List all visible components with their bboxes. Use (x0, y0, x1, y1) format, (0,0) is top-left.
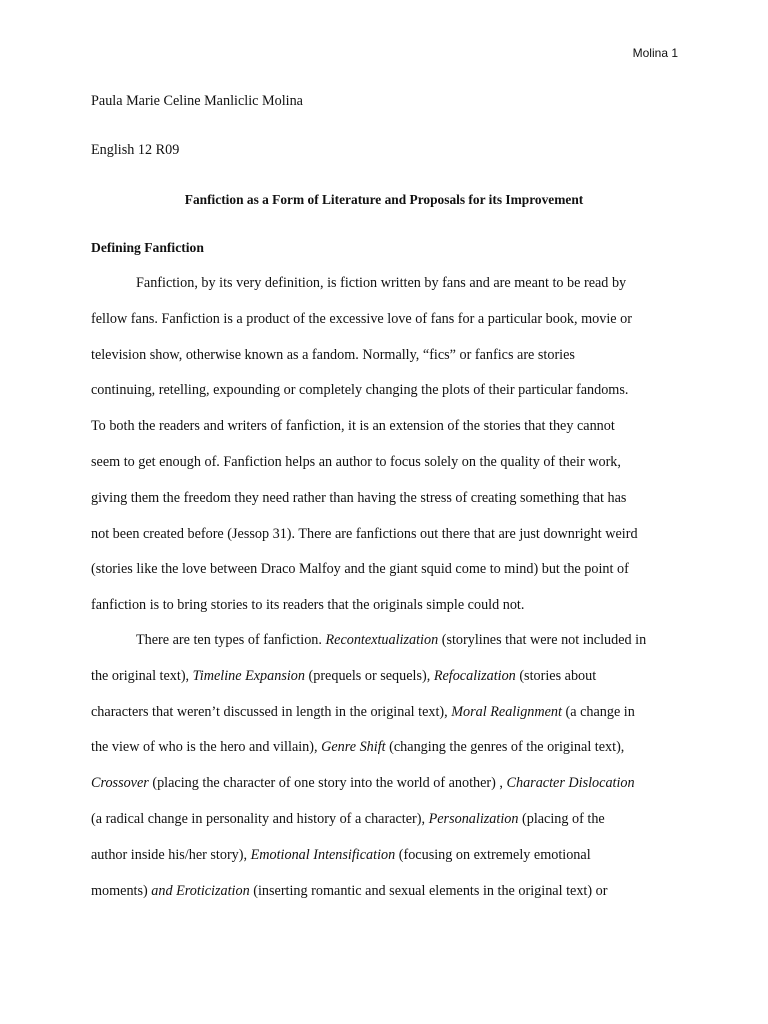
paragraph-line (91, 730, 678, 766)
paragraph-line (91, 695, 678, 731)
text-run: (changing the genres of the original text), (385, 739, 625, 756)
text-run: (focusing on extremely emotional (395, 846, 591, 863)
term-crossover: Crossover (91, 775, 149, 792)
course-label: English 12 R09 (91, 142, 180, 158)
paragraph-line (91, 838, 678, 874)
text-run: (a radical change in personality and history of a character), (91, 810, 429, 827)
text-run: There are ten types of fanfiction. (136, 632, 326, 648)
text-run: (storylines that were not included in (438, 632, 647, 648)
paragraph-line (91, 623, 678, 659)
paragraph-line: fellow fans. Fanfiction is a product of the excessive love of fans for a particular book, movie or (91, 310, 632, 327)
paragraph-line (91, 874, 678, 910)
paragraph-line: continuing, retelling, expounding or completely changing the plots of their particular fandoms. (91, 382, 629, 399)
paragraph-line: television show, otherwise known as a fandom. Normally, “fics” or fanfics are stories (91, 346, 575, 363)
term-timeline-expansion: Timeline Expansion (192, 667, 305, 684)
text-run: (placing of the (518, 810, 605, 827)
text-run: the original text), (91, 667, 193, 684)
text-run: characters that weren’t discussed in length in the original text), (91, 703, 452, 720)
text-run: (stories about (515, 667, 597, 684)
term-eroticization: and Eroticization (151, 882, 250, 899)
text-run: the view of who is the hero and villain), (91, 739, 322, 756)
text-run: (inserting romantic and sexual elements in the original text) or (249, 882, 608, 899)
paper-title: Fanfiction as a Form of Literature and Proposals for its Improvement (184, 192, 584, 207)
paragraph-line: fanfiction is to bring stories to its readers that the originals simple could not. (91, 597, 525, 614)
paragraph-line: To both the readers and writers of fanfiction, it is an extension of the stories that they cannot (91, 418, 615, 435)
term-personalization: Personalization (428, 810, 519, 827)
term-refocalization: Refocalization (433, 667, 516, 684)
term-emotional-intensification: Emotional Intensification (250, 846, 396, 863)
paragraph-line: seem to get enough of. Fanfiction helps an author to focus solely on the quality of their work, (91, 453, 621, 470)
section-heading: Defining Fanfiction (91, 240, 204, 255)
paragraph-line: (stories like the love between Draco Malfoy and the giant squid come to mind) but the point of (91, 561, 629, 578)
paragraph-line (91, 766, 678, 802)
text-run: author inside his/her story), (91, 846, 251, 863)
text-run: moments) (91, 882, 152, 899)
term-character-dislocation: Character Dislocation (506, 775, 635, 792)
text-run: (placing the character of one story into the world of another) , (148, 775, 507, 792)
paragraph-line (91, 659, 678, 695)
author-name: Paula Marie Celine Manliclic Molina (91, 93, 303, 109)
term-genre-shift: Genre Shift (321, 739, 386, 756)
paragraph-1 (91, 266, 678, 624)
paragraph-line: giving them the freedom they need rather than having the stress of creating something that has (91, 489, 627, 506)
text-run: (a change in (561, 703, 635, 720)
running-head: Molina 1 (632, 46, 678, 60)
paragraph-line (91, 802, 678, 838)
term-moral-realignment: Moral Realignment (451, 703, 562, 720)
paragraph-line: Fanfiction, by its very definition, is fiction written by fans and are meant to be read by (136, 275, 627, 291)
paragraph-2 (91, 623, 678, 909)
text-run: (prequels or sequels), (304, 667, 434, 684)
term-recontextualization: Recontextualization (325, 632, 439, 648)
paragraph-line: not been created before (Jessop 31). There are fanfictions out there that are just downright weird (91, 525, 638, 542)
